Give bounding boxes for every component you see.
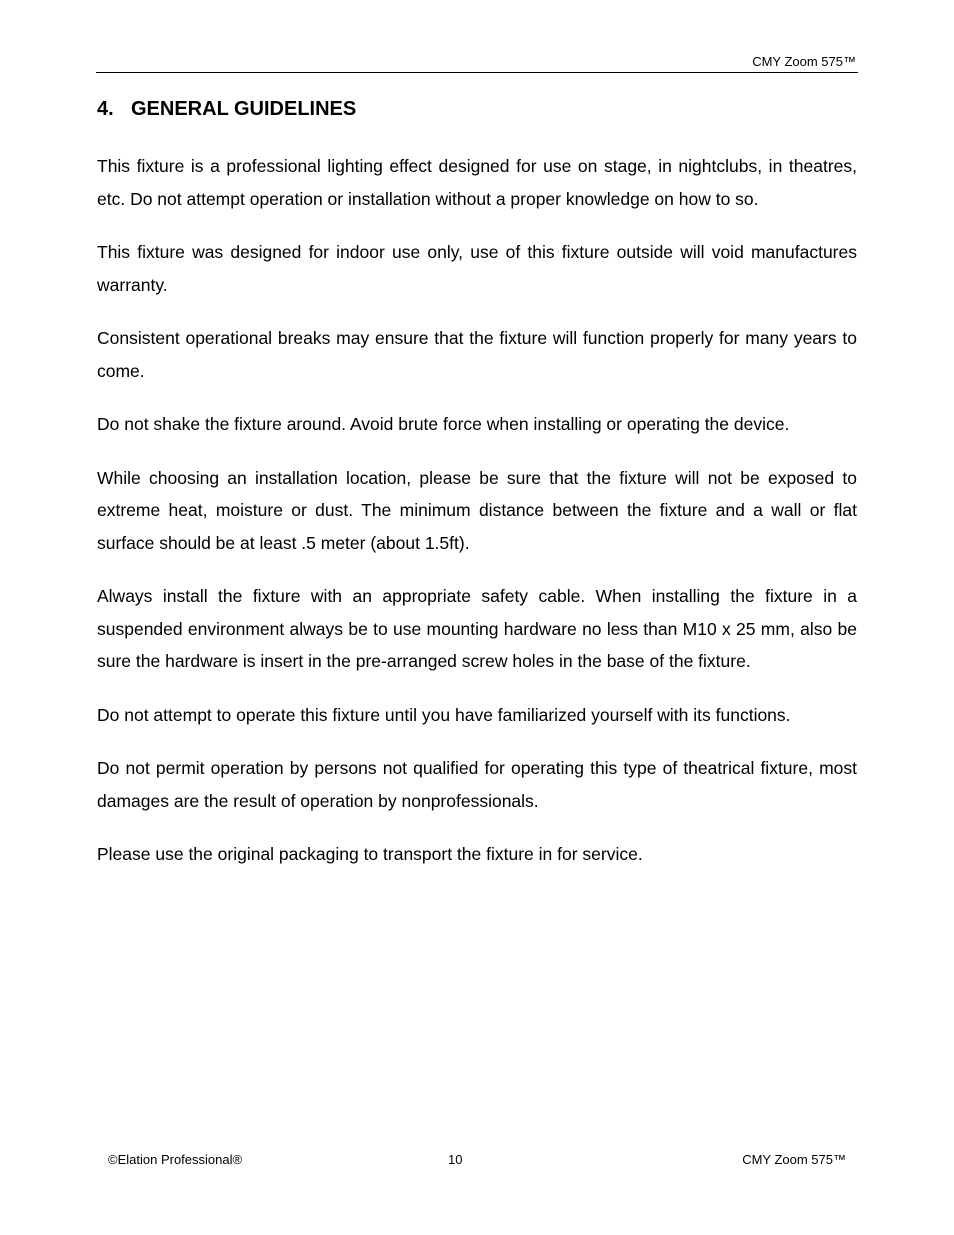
footer-product-name: CMY Zoom 575™: [742, 1152, 846, 1167]
section-heading: [97, 97, 356, 121]
header-title: CMY Zoom 575™: [752, 54, 856, 69]
paragraph: Consistent operational breaks may ensure that the fixture will function properly for many years to come.: [97, 328, 857, 381]
body-text: [97, 150, 857, 892]
footer-copyright: ©Elation Professional®: [108, 1152, 243, 1167]
paragraph: While choosing an installation location, please be sure that the fixture will not be exposed to extreme heat, moisture or dust. The minimum distance between the fixture and a wall or flat surface should be at least .5 meter (about 1.5ft).: [97, 467, 857, 553]
paragraph: Do not attempt to operate this fixture until you have familiarized yourself with its functions.: [97, 704, 791, 725]
footer-page-number: 10: [448, 1152, 463, 1167]
page-header: [96, 52, 858, 73]
section-title: GENERAL GUIDELINES: [131, 98, 357, 120]
paragraph: This fixture was designed for indoor use only, use of this fixture outside will void manufactures warranty.: [97, 242, 857, 295]
paragraph: This fixture is a professional lighting effect designed for use on stage, in nightclubs, in theatres, etc. Do not attempt operation or installation without a proper knowledge on how to so.: [97, 156, 857, 209]
section-number: 4.: [97, 98, 114, 120]
paragraph: Do not shake the fixture around. Avoid brute force when installing or operating the device.: [97, 414, 790, 434]
paragraph: Do not permit operation by persons not qualified for operating this type of theatrical fixture, most damages are the result of operation by nonprofessionals.: [97, 758, 857, 811]
paragraph: Please use the original packaging to transport the fixture in for service.: [97, 844, 643, 864]
page-footer: [96, 1150, 858, 1170]
paragraph: Always install the fixture with an appropriate safety cable. When installing the fixture in a suspended environment always be to use mounting hardware no less than M10 x 25 mm, also be sure the hardware is insert in the pre-arranged screw holes in the base of the fixture.: [97, 586, 857, 671]
